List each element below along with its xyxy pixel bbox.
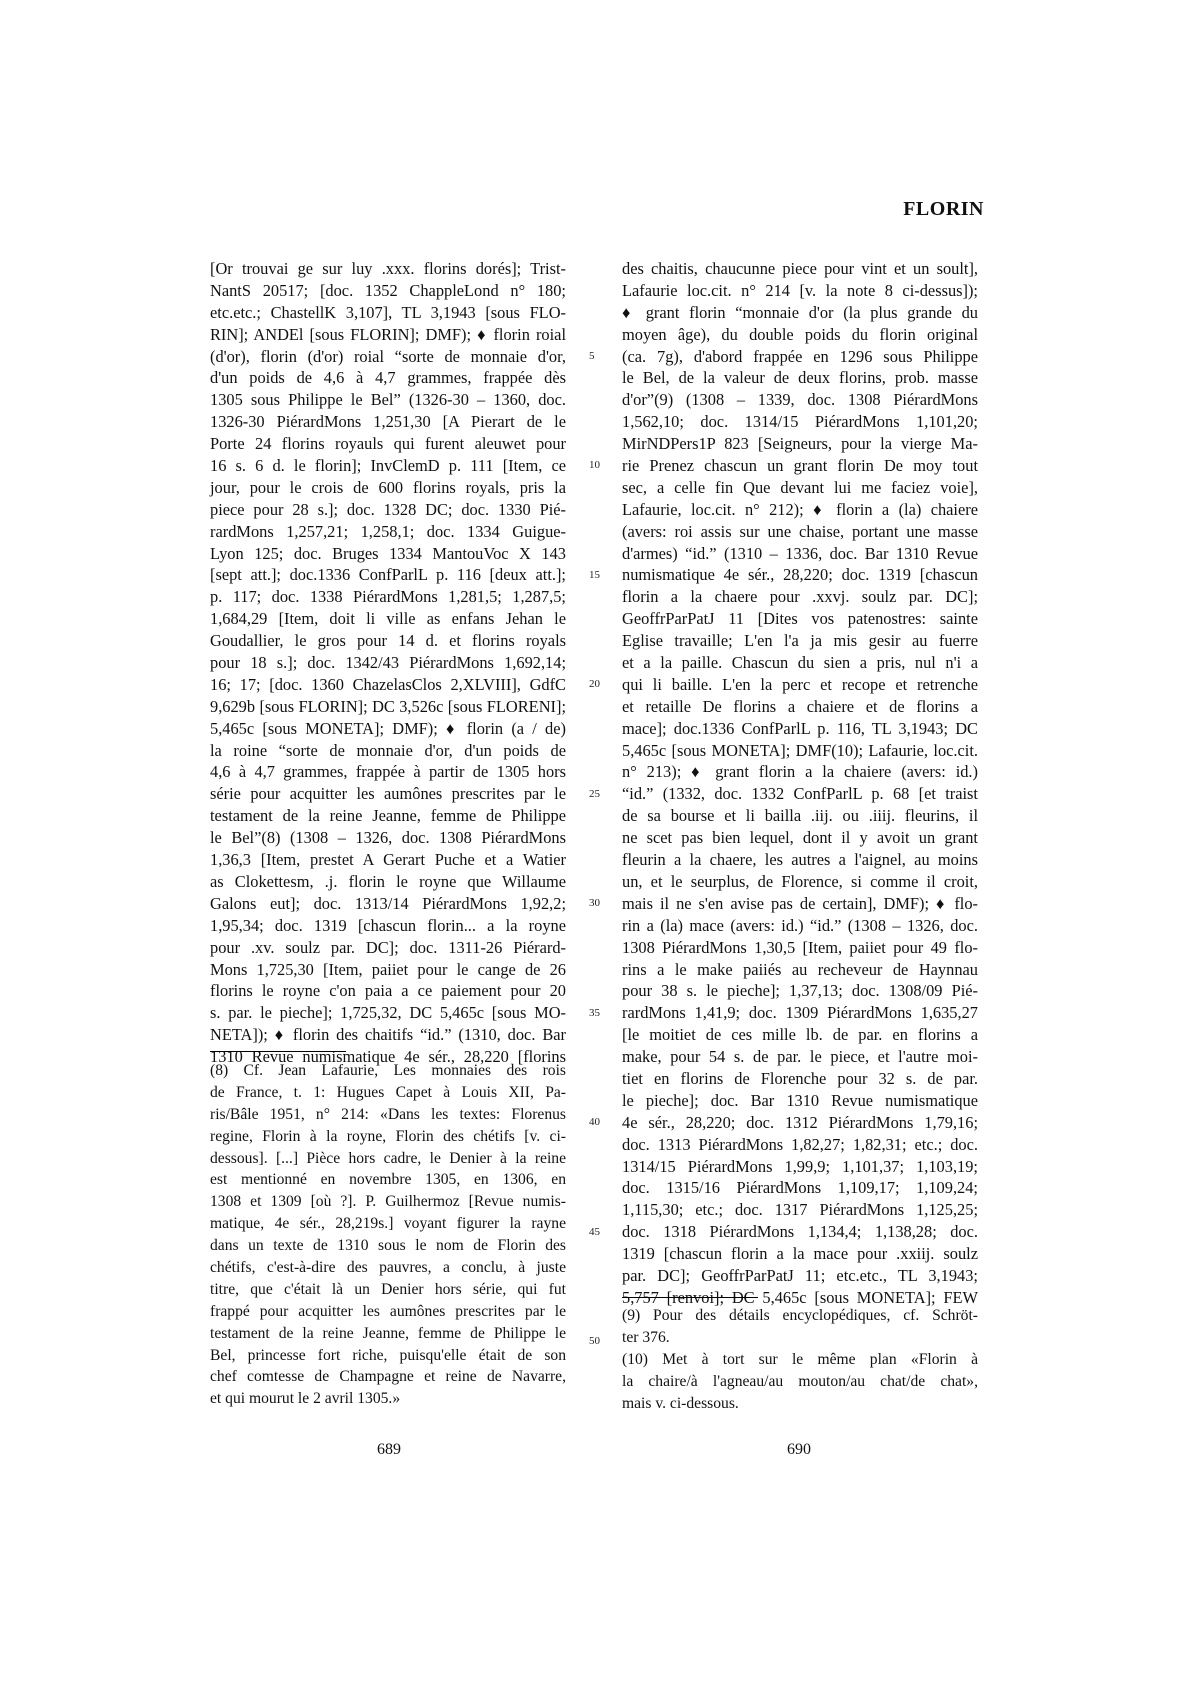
text-line: ne scet pas bien lequel, dont il y avoit un grant [622, 828, 978, 848]
text-line: florins le royne c'on paia a ce paiement pour 20 [210, 981, 566, 1001]
text-line: etc.etc.; ChastellK 3,107], TL 3,1943 [sous FLO- [210, 302, 566, 322]
text-line: 9,629b [sous FLORIN]; DC 3,526c [sous FLORENI]; [210, 696, 566, 716]
text-line: mais v. ci-dessous. [622, 1394, 739, 1412]
text-line: ter 376. [622, 1328, 670, 1346]
text-line: pour 18 s.]; doc. 1342/43 PiérardMons 1,692,14; [210, 653, 566, 673]
text-line: sec, a celle fin Que devant lui me faciez voie], [622, 477, 978, 497]
text-line: frappé pour acquitter les aumônes prescrites par le [210, 1302, 566, 1320]
text-line: MirNDPers1P 823 [Seigneurs, pour la vierge Ma- [622, 434, 978, 454]
text-line: le pieche]; doc. Bar 1310 Revue numismatique [622, 1090, 978, 1110]
text-line: mais il ne s'en avise pas de certain], DMF); ♦ flo- [622, 893, 978, 913]
text-line: testament de la reine Jeanne, femme de Philippe [210, 806, 566, 826]
text-line: Porte 24 florins royauls qui furent aleuwet pour [210, 434, 566, 454]
text-line: 1,95,34; doc. 1319 [chascun florin... a la royne [210, 915, 566, 935]
text-line: (ca. 7g), d'abord frappée en 1296 sous Philippe [622, 346, 978, 366]
text-line: le Bel”(8) (1308 – 1326, doc. 1308 PiérardMons [210, 828, 566, 848]
text-line: [Or trouvai ge sur luy .xxx. florins dorés]; Trist- [210, 259, 566, 278]
text-line: 1,36,3 [Item, prestet A Gerart Puche et a Watier [210, 850, 566, 870]
text-line: Lafaurie, loc.cit. n° 212); ♦ florin a (la) chaiere [622, 499, 978, 519]
text-line: tiet en florins de Florenche pour 32 s. de par. [622, 1068, 978, 1088]
text-line: moyen âge), du double poids du florin original [622, 324, 978, 344]
text-line: doc. 1313 PiérardMons 1,82,27; 1,82,31; etc.; doc. [622, 1134, 978, 1154]
text-line: rie Prenez chascun un grant florin De moy tout [622, 456, 978, 476]
text-line: n° 213); ♦ grant florin a la chaiere (avers: id.) [622, 762, 978, 782]
text-line: de France, t. 1: Hugues Capet à Louis XII, Pa- [210, 1083, 566, 1101]
line-number: 45 [589, 1225, 600, 1238]
text-line: Galons eut]; doc. 1313/14 PiérardMons 1,92,2; [210, 893, 566, 913]
text-line: dans un texte de 1310 sous le nom de Florin des [210, 1237, 566, 1255]
text-line: 5,465c [sous MONETA]; DMF(10); Lafaurie, loc.cit. [622, 740, 978, 760]
text-line: [le moitiet de ces mille lb. de par. en florins a [622, 1025, 978, 1045]
text-line: “id.” (1332, doc. 1332 ConfParlL p. 68 [et traist [622, 784, 978, 804]
text-line: 1310 Revue numismatique 4e sér., 28,220 [florins [210, 1047, 566, 1067]
text-line: dessous]. [...] Pièce hors cadre, le Denier à la reine [210, 1149, 566, 1167]
text-line: 1308 PiérardMons 1,30,5 [Item, paiiet pour 49 flo- [622, 937, 978, 957]
text-line: Eglise travaille; L'en l'a ja mis gesir au fuerre [622, 631, 978, 651]
text-line: GeoffrParPatJ 11 [Dites vos patenostres: sainte [622, 609, 978, 629]
line-number: 40 [589, 1116, 600, 1129]
text-line: et qui mourut le 2 avril 1305.» [210, 1390, 401, 1408]
footnote-rule-right [622, 1297, 758, 1298]
text-line: 1305 sous Philippe le Bel” (1326-30 – 1360, doc. [210, 390, 566, 410]
text-line: par. DC]; GeoffrParPatJ 11; etc.etc., TL 3,1943; [622, 1265, 978, 1285]
text-line: et retaille De florins a chaiere et de florins a [622, 696, 978, 716]
right-column [622, 258, 978, 1309]
text-line: testament de la reine Jeanne, femme de Philippe le [210, 1324, 566, 1342]
text-line: [sept att.]; doc.1336 ConfParlL p. 116 [deux att.]; [210, 565, 566, 585]
text-line: pour .xv. soulz par. DC]; doc. 1311-26 Piérard- [210, 937, 566, 957]
text-line: 1,115,30; etc.; doc. 1317 PiérardMons 1,125,25; [622, 1200, 978, 1220]
text-line: doc. 1318 PiérardMons 1,134,4; 1,138,28; doc. [622, 1222, 978, 1242]
text-line: d'un poids de 4,6 à 4,7 grammes, frappée dès [210, 368, 566, 388]
text-line: regine, Florin à la royne, Florin des chétifs [v. ci- [210, 1127, 566, 1145]
text-line: 1326-30 PiérardMons 1,251,30 [A Pierart de le [210, 412, 566, 432]
footnote-right [622, 1305, 978, 1414]
text-line: RIN]; ANDEl [sous FLORIN]; DMF); ♦ florin roial [210, 324, 566, 344]
line-number: 35 [589, 1006, 600, 1019]
line-number: 30 [589, 897, 600, 910]
text-line: NantS 20517; [doc. 1352 ChappleLond n° 180; [210, 280, 566, 300]
text-line: (avers: roi assis sur une chaise, portant une masse [622, 521, 978, 541]
text-line: 1,562,10; doc. 1314/15 PiérardMons 1,101,20; [622, 412, 978, 432]
page-number-left: 689 [377, 1441, 401, 1458]
text-line: 1319 [chascun florin a la mace pour .xxiij. soulz [622, 1244, 978, 1264]
text-line: (10) Met à tort sur le même plan «Florin à [622, 1350, 978, 1368]
line-number: 50 [589, 1335, 600, 1348]
text-line: Bel, princesse fort riche, puisqu'elle était de son [210, 1346, 566, 1364]
text-line: mace]; doc.1336 ConfParlL p. 116, TL 3,1943; DC [622, 718, 978, 738]
headword: FLORIN [903, 198, 984, 220]
text-line: 1308 et 1309 [où ?]. P. Guilhermoz [Revue numis- [210, 1193, 566, 1211]
text-line: Lyon 125; doc. Bruges 1334 MantouVoc X 143 [210, 543, 566, 563]
text-line: titre, que c'était là un Denier hors série, qui fut [210, 1280, 566, 1298]
text-line: rardMons 1,41,9; doc. 1309 PiérardMons 1,635,27 [622, 1003, 978, 1023]
line-number: 25 [589, 787, 600, 800]
text-line: qui li baille. L'en la perc et recope et retrenche [622, 674, 978, 694]
left-column [210, 258, 566, 1068]
text-line: série pour acquitter les aumônes prescrites par le [210, 784, 566, 804]
text-line: NETA]); ♦ florin des chaitifs “id.” (1310, doc. Bar [210, 1025, 566, 1045]
text-line: d'or”(9) (1308 – 1339, doc. 1308 PiérardMons [622, 390, 978, 410]
text-line: des chaitis, chaucunne piece pour vint et un soult], [622, 259, 978, 278]
text-line: 4e sér., 28,220; doc. 1312 PiérardMons 1,79,16; [622, 1112, 978, 1132]
text-line: et a la paille. Chascun du sien a pris, nul n'i a [622, 653, 978, 673]
text-line: florin a la chaere pour .xxvj. soulz par. DC]; [622, 587, 978, 607]
text-line: rardMons 1,257,21; 1,258,1; doc. 1334 Guigue- [210, 521, 566, 541]
text-line: rin a (la) mace (avers: id.) “id.” (1308 – 1326, doc. [622, 915, 978, 935]
text-line: 4,6 à 4,7 grammes, frappée à partir de 1305 hors [210, 762, 566, 782]
text-line: est mentionné en novembre 1305, en 1306, en [210, 1171, 566, 1189]
text-line: ♦ grant florin “monnaie d'or (la plus grande du [622, 302, 978, 322]
text-line: piece pour 28 s.]; doc. 1328 DC; doc. 1330 Pié- [210, 499, 566, 519]
text-line: pour 38 s. le pieche]; 1,37,13; doc. 1308/09 Pié- [622, 981, 978, 1001]
text-line: (8) Cf. Jean Lafaurie, Les monnaies des rois [210, 1062, 566, 1079]
text-line: un, et le seurplus, de Florence, si comme il croit, [622, 871, 978, 891]
text-line: p. 117; doc. 1338 PiérardMons 1,281,5; 1,287,5; [210, 587, 566, 607]
line-number: 20 [589, 678, 600, 691]
text-line: 5,465c [sous MONETA]; DMF); ♦ florin (a / de) [210, 718, 566, 738]
text-line: chef comtesse de Champagne et reine de Navarre, [210, 1368, 566, 1386]
text-line: make, pour 54 s. de par. le piece, et l'autre moi- [622, 1047, 978, 1067]
text-line: matique, 4e sér., 28,219s.] voyant figurer la rayne [210, 1215, 566, 1233]
text-line: as Clokettesm, .j. florin le royne que Willaume [210, 871, 566, 891]
text-line: (9) Pour des détails encyclopédiques, cf. Schröt- [622, 1307, 978, 1324]
text-line: ris/Bâle 1951, n° 214: «Dans les textes: Florenus [210, 1105, 566, 1123]
text-line: 1314/15 PiérardMons 1,99,9; 1,101,37; 1,103,19; [622, 1156, 978, 1176]
line-number: 5 [589, 349, 595, 362]
text-line: numismatique 4e sér., 28,220; doc. 1319 [chascun [622, 565, 978, 585]
text-line: doc. 1315/16 PiérardMons 1,109,17; 1,109,24; [622, 1178, 978, 1198]
text-line: 5,757 [renvoi]; DC 5,465c [sous MONETA]; FEW [622, 1287, 978, 1307]
line-number: 10 [589, 459, 600, 472]
text-line: 16 s. 6 d. le florin]; InvClemD p. 111 [Item, ce [210, 456, 566, 476]
text-line: d'armes) “id.” (1310 – 1336, doc. Bar 1310 Revue [622, 543, 978, 563]
text-line: 1,684,29 [Item, doit li ville as enfans Jehan le [210, 609, 566, 629]
text-line: fleurin a la chaere, les autres a l'aignel, au moins [622, 850, 978, 870]
text-line: s. par. le pieche]; 1,725,32, DC 5,465c [sous MO- [210, 1003, 566, 1023]
text-line: jour, pour le crois de 600 florins royals, pris la [210, 477, 566, 497]
text-line: la roine “sorte de monnaie d'or, d'un poids de [210, 740, 566, 760]
text-line: Goudallier, le gros pour 14 d. et florins royals [210, 631, 566, 651]
line-number: 15 [589, 568, 600, 581]
text-line: chétifs, c'est-à-dire des pauvres, a conclu, à juste [210, 1259, 566, 1277]
text-line: rins a le make paiiés au recheveur de Haynnau [622, 959, 978, 979]
text-line: de sa bourse et li bailla .iij. ou .iiij. fleurins, il [622, 806, 978, 826]
text-line: Mons 1,725,30 [Item, paiiet pour le cange de 26 [210, 959, 566, 979]
footnote-left [210, 1060, 566, 1410]
text-line: Lafaurie loc.cit. n° 214 [v. la note 8 ci-dessus]); [622, 280, 978, 300]
text-line: 16; 17; [doc. 1360 ChazelasClos 2,XLVIII], GdfC [210, 674, 566, 694]
page-number-right: 690 [787, 1441, 811, 1458]
text-line: (d'or), florin (d'or) roial “sorte de monnaie d'or, [210, 346, 566, 366]
footnote-rule-left [210, 1051, 346, 1052]
text-line: le Bel, de la valeur de deux florins, prob. masse [622, 368, 978, 388]
text-line: la chaire/à l'agneau/au mouton/au chat/de chat», [622, 1372, 978, 1390]
